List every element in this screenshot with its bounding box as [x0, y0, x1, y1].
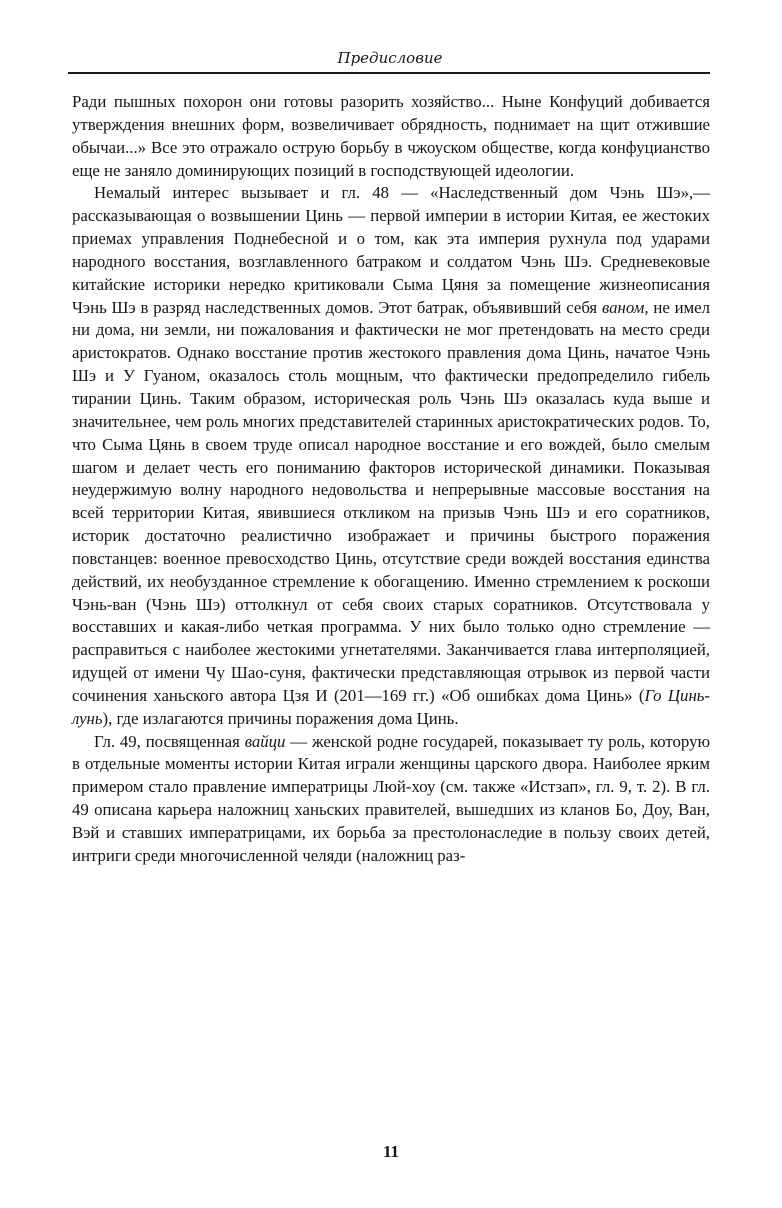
text-run: Гл. 49, посвященная: [94, 731, 245, 751]
italic-term: Го Цинь-лунь: [72, 685, 710, 728]
text-run: — женской родне государей, показывает ту роль, которую в отдельные моменты истории Китая играли женщины царского двора. Наиболее ярким примером стало правление императрицы Люй-хоу (см. также «Истзап», гл. 9, т. 2). В гл. 49 описана карьера наложниц ханьских правителей, вышедших из кланов Бо, Доу, Ван, Вэй и ставших императрицами, их борьба за престолонаследие в пользу своих детей, интриги среди многочисленной челяди (наложниц раз-: [72, 731, 711, 865]
text-run: Немалый интерес вызывает и гл. 48 — «Наследственный дом Чэнь Шэ»,— рассказывающая о возвышении Цинь — первой империи в истории Китая, ее жестоких приемах управления Поднебесной и о том, как эта империя рухнула под ударами народного восстания, возглавленного батраком и солдатом Чэнь Шэ. Средневековые китайские историки нередко критиковали Сыма Цяня за помещение жизнеописания Чэнь Шэ в разряд наследственных домов. Этот батрак, объявивший себя: [72, 183, 710, 317]
paragraph: [72, 91, 710, 182]
running-header: Предисловие: [337, 49, 443, 67]
body-text: [72, 91, 710, 868]
paragraph: [72, 731, 710, 868]
page-number: 11: [382, 1142, 400, 1161]
text-run: ), где излагаются причины поражения дома Цинь.: [102, 708, 459, 728]
italic-term: вайци: [244, 731, 286, 751]
italic-term: ваном: [601, 297, 645, 317]
header-rule: [68, 72, 710, 74]
text-run: , не имел ни дома, ни земли, ни пожалования и фактически не мог претендовать на место среди аристократов. Однако восстание против жестокого правления дома Цинь, начатое Чэнь Шэ и У Гуаном, оказалось столь мощным, что фактически предопределило гибель тирании Цинь. Таким образом, историческая роль Чэнь Шэ оказалась куда выше и значительнее, чем роль многих представителей старинных аристократических родов. То, что Сыма Цянь в своем труде описал народное восстание и его вождей, было смелым шагом и делает честь его пониманию факторов исторической динамики. Показывая неудержимую волну народного недовольства и непрерывные массовые восстания на всей территории Китая, явившиеся откликом на призыв Чэнь Шэ и его соратников, историк достаточно реалистично изображает и причины быстрого поражения повстанцев: военное превосходство Цинь, отсутствие среди вождей восстания единства действий, их необузданное стремление к обогащению. Именно стремлением к роскоши Чэнь-ван (Чэнь Шэ) оттолкнул от себя своих старых соратников. Отсутствовала у восставших и какая-либо четкая программа. У них было только одно стремление — расправиться с наиболее жестокими угнетателями. Заканчивается глава интерполяцией, идущей от имени Чу Шао-суня, фактически представляющая отрывок из первой части сочинения ханьского автора Цзя И (201—169 гг.) «Об ошибках дома Цинь» (: [72, 297, 710, 705]
text-run: Ради пышных похорон они готовы разорить хозяйство... Ныне Конфуций добивается утверждения внешних форм, возвеличивает обрядность, поднимает на щит отжившие обычаи...» Все это отражало острую борьбу в чжоуском обществе, когда конфуцианство еще не заняло доминирующих позиций в господствующей идеологии.: [72, 92, 710, 180]
paragraph: [72, 182, 710, 730]
